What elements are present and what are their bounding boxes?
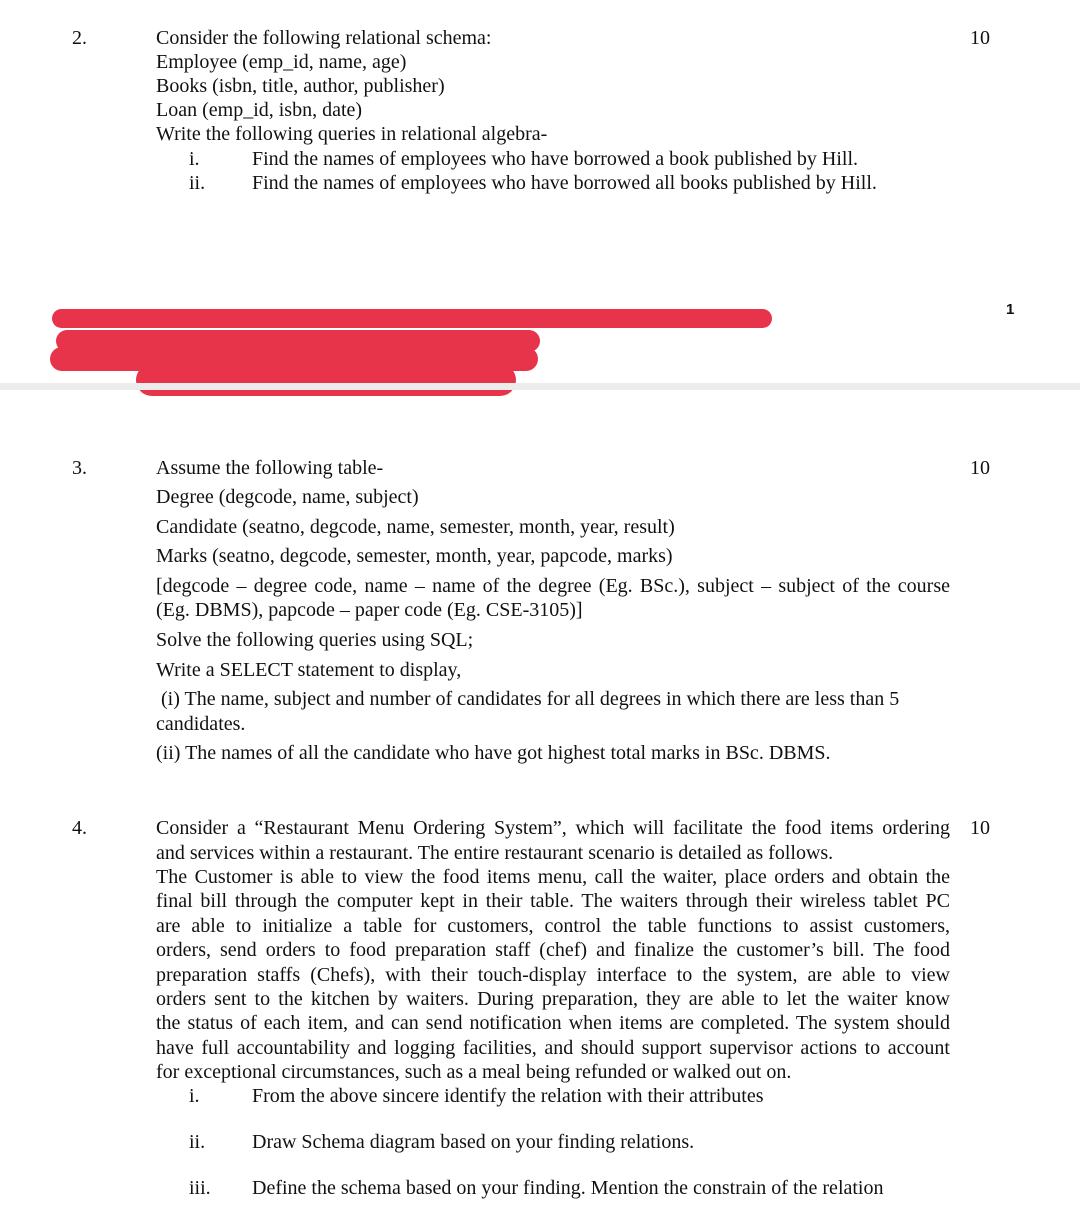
q3-line: Solve the following queries using SQL; [156,629,474,651]
q2-item-number: ii. [189,172,206,194]
q2-item-text: Find the names of employees who have borrowed a book published by Hill. [252,148,858,170]
q3-line: (Eg. DBMS), papcode – paper code (Eg. CSE-3105)] [156,599,583,621]
q4-item-text: Define the schema based on your finding. Mention the constrain of the relation [252,1177,884,1199]
q2-line: Loan (emp_id, isbn, date) [156,99,363,121]
question-4-marks: 10 [970,817,990,839]
question-2-marks: 10 [970,27,990,49]
q4-item-number: iii. [189,1177,211,1199]
question-2-number: 2. [72,27,87,49]
q4-line: have full accountability and logging facilities, and should support supervisor actions to account [156,1037,950,1059]
page-number: 1 [1006,301,1015,318]
q3-line: [degcode – degree code, name – name of the degree (Eg. BSc.), subject – subject of the course [156,575,950,597]
q2-line: Books (isbn, title, author, publisher) [156,75,445,97]
q4-line: orders sent to the kitchen by waiters. During preparation, they are able to let the waiter know [156,988,950,1010]
redaction-mark [136,364,516,396]
q4-line: preparation staffs (Chefs), with their touch-display interface to the system, are able to view [156,964,950,986]
q4-line: and services within a restaurant. The entire restaurant scenario is detailed as follows. [156,842,834,864]
q4-item-text: Draw Schema diagram based on your finding relations. [252,1131,695,1153]
q4-line: Consider a “Restaurant Menu Ordering System”, which will facilitate the food items ordering [156,817,950,839]
q3-line: (i) The name, subject and number of candidates for all degrees in which there are less than 5 [156,688,900,710]
q3-line: Write a SELECT statement to display, [156,659,462,681]
q3-line: Marks (seatno, degcode, semester, month, year, papcode, marks) [156,545,673,567]
q2-item-text: Find the names of employees who have borrowed all books published by Hill. [252,172,877,194]
question-3-marks: 10 [970,457,990,479]
q3-line: Candidate (seatno, degcode, name, semester, month, year, result) [156,516,675,538]
q2-line: Consider the following relational schema: [156,27,492,49]
question-3-number: 3. [72,457,87,479]
q4-item-text: From the above sincere identify the relation with their attributes [252,1085,764,1107]
q3-line: (ii) The names of all the candidate who have got highest total marks in BSc. DBMS. [156,742,831,764]
q4-item-number: ii. [189,1131,206,1153]
q4-line: final bill through the computer kept in their table. The waiters through their wireless tablet PC [156,890,950,912]
q2-line: Employee (emp_id, name, age) [156,51,407,73]
redaction-mark [52,309,772,328]
q4-line: The Customer is able to view the food items menu, call the waiter, place orders and obtain the [156,866,950,888]
q3-line: Assume the following table- [156,457,384,479]
q3-line: candidates. [156,713,246,735]
q4-line: for exceptional circumstances, such as a meal being refunded or walked out on. [156,1061,792,1083]
q4-item-number: i. [189,1085,200,1107]
page-divider [0,383,1080,390]
q2-line: Write the following queries in relational algebra- [156,123,548,145]
q4-line: are able to initialize a table for customers, control the table functions to assist customers, [156,915,950,937]
q3-line: Degree (degcode, name, subject) [156,486,419,508]
question-4-number: 4. [72,817,87,839]
q4-line: orders, send orders to food preparation staff (chef) and finalize the customer’s bill. The food [156,939,950,961]
q4-line: the status of each item, and can send notification when items are completed. The system should [156,1012,950,1034]
q2-item-number: i. [189,148,200,170]
